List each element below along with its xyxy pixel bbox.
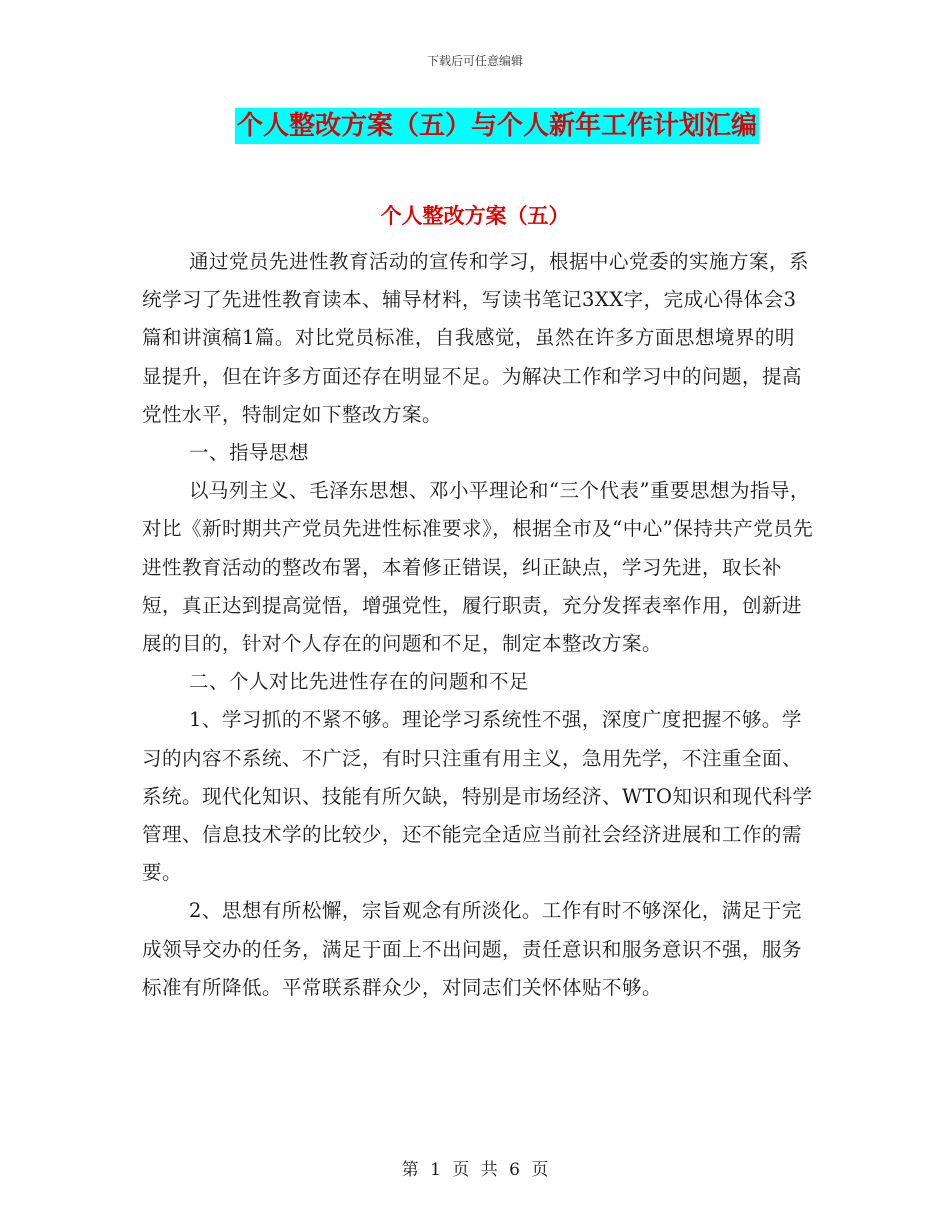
page-header-note: 下载后可任意编辑 — [426, 54, 523, 68]
heading-guiding-thought: 一、指导思想 — [189, 441, 310, 465]
heading-problems: 二、个人对比先进性存在的问题和不足 — [189, 670, 530, 694]
paragraph-problem-2: 2、思想有所松懈，宗旨观念有所淡化。工作有时不够深化，满足于完成领导交办的任务，满足于面上不出问题，责任意识和服务意识不强，服务标准有所降低。平常联系群众少，对同志们关怀体贴不够。 — [142, 899, 803, 999]
paragraph-guiding-thought: 以马列主义、毛泽东思想、邓小平理论和“三个代表”重要思想为指导，对比《新时期共产党员先进性标准要求》，根据全市及“中心”保持共产党员先进性教育活动的整改布署，本着修正错误，纠正缺点，学习先进，取长补短，真正达到提高觉悟，增强党性，履行职责，充分发挥表率作用，创新进展的目的，针对个人存在的问题和不足，制定本整改方案。 — [142, 479, 814, 656]
paragraph-problem-1: 1、学习抓的不紧不够。理论学习系统性不强，深度广度把握不够。学习的内容不系统、不广泛，有时只注重有用主义，急用先学，不注重全面、系统。现代化知识、技能有所欠缺，特别是市场经济、WTO知识和现代科学管理、信息技术学的比较少，还不能完全适应当前社会经济进展和工作的需要。 — [142, 708, 813, 885]
document-title: 个人整改方案（五）与个人新年工作计划汇编 — [235, 108, 759, 144]
section-title: 个人整改方案（五） — [380, 203, 570, 228]
document-body — [142, 243, 814, 1007]
paragraph-intro: 通过党员先进性教育活动的宣传和学习，根据中心党委的实施方案，系统学习了先进性教育读本、辅导材料，写读书笔记3XX字，完成心得体会3篇和讲演稿1篇。对比党员标准，自我感觉，虽然在许多方面思想境界的明显提升，但在许多方面还存在明显不足。为解决工作和学习中的问题，提高党性水平，特制定如下整改方案。 — [142, 250, 810, 426]
page-footer: 第 1 页 共 6 页 — [401, 1160, 549, 1180]
